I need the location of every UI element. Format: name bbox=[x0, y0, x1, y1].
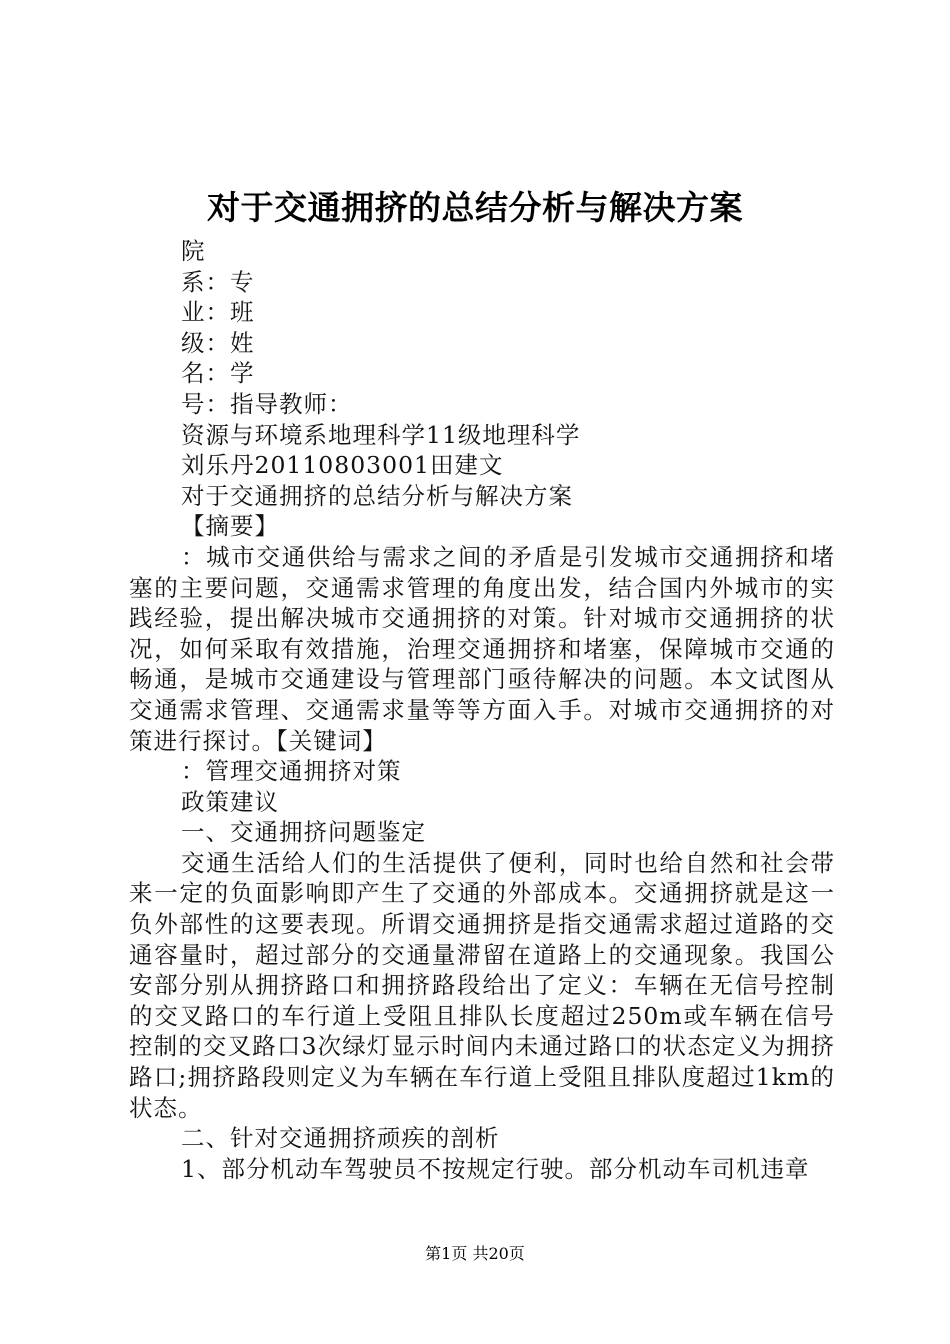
header-line-title-repeat: 对于交通拥挤的总结分析与解决方案 bbox=[181, 481, 573, 510]
abstract-paragraph: ：城市交通供给与需求之间的矛盾是引发城市交通拥挤和堵塞的主要问题，交通需求管理的角度出发，结合国内外城市的实践经验，提出解决城市交通拥挤的对策。针对城市交通拥挤的状况，如何采取有效措施，治理交通拥挤和堵塞，保障城市交通的畅通，是城市交通建设与管理部门亟待解决的问题。本文试图从交通需求管理、交通需求量等等方面入手。对城市交通拥挤的对策进行探讨。【关键词】 bbox=[129, 542, 835, 755]
document-title: 对于交通拥挤的总结分析与解决方案 bbox=[207, 188, 743, 227]
keywords-line-2: 政策建议 bbox=[181, 787, 279, 816]
header-line-student-id: 号：指导教师： bbox=[181, 389, 353, 418]
section-1-heading: 一、交通拥挤问题鉴定 bbox=[181, 818, 426, 847]
section-1-paragraph: 交通生活给人们的生活提供了便利，同时也给自然和社会带来一定的负面影响即产生了交通的外部成本。交通拥挤就是这一负外部性的这要表现。所谓交通拥挤是指交通需求超过道路的交通容量时，超过部分的交通量滞留在道路上的交通现象。我国公安部分别从拥挤路口和拥挤路段给出了定义：车辆在无信号控制的交叉路口的车行道上受阻且排队长度超过250m或车辆在信号控制的交叉路口3次绿灯显示时间内未通过路口的状态定义为拥挤路口;拥挤路段则定义为车辆在车行道上受阻且排队度超过1km的状态。 bbox=[129, 848, 835, 1122]
header-line-major: 业：班 bbox=[181, 298, 255, 327]
page-footer: 第1页 共20页 bbox=[425, 1244, 525, 1263]
header-line-name: 名：学 bbox=[181, 359, 255, 388]
document-body bbox=[129, 236, 835, 1184]
section-2-paragraph: 1、部分机动车驾驶员不按规定行驶。部分机动车司机违章 bbox=[181, 1154, 810, 1183]
abstract-heading: 【摘要】 bbox=[181, 512, 279, 541]
header-line-department-value: 资源与环境系地理科学11级地理科学 bbox=[181, 420, 581, 449]
section-2-heading: 二、针对交通拥挤顽疾的剖析 bbox=[181, 1124, 500, 1153]
header-line-department: 系：专 bbox=[181, 267, 255, 296]
header-line-college: 院 bbox=[181, 237, 206, 265]
header-line-class: 级：姓 bbox=[181, 328, 255, 357]
keywords-line: ：管理交通拥挤对策 bbox=[181, 757, 402, 786]
header-line-student-info: 刘乐丹20110803001田建文 bbox=[181, 451, 504, 480]
